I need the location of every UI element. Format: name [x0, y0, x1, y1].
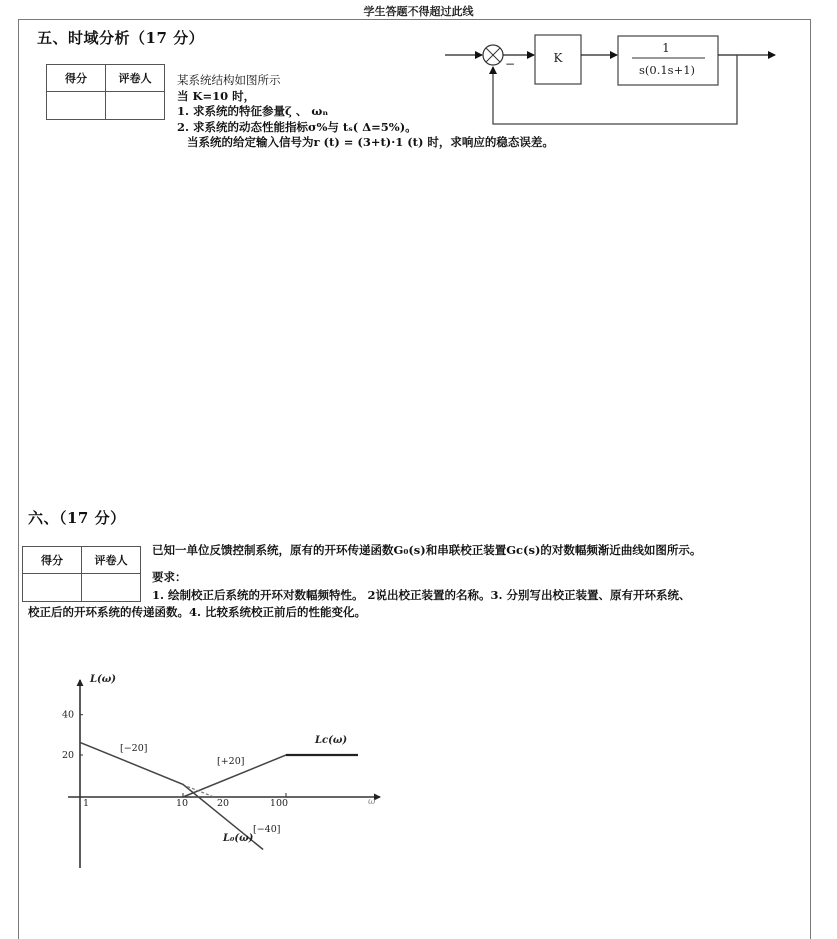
x-axis-label: ω — [368, 797, 376, 807]
answer-boundary-note: 学生答题不得超过此线 — [363, 5, 474, 18]
grader-header: 评卷人 — [106, 65, 165, 92]
section6-intro: 已知一单位反馈控制系统，原有的开环传递函数G₀(s)和串联校正装置Gc(s)的对数幅频渐近曲线如图所示。 — [152, 543, 702, 557]
slope-label-minus20: [−20] — [120, 743, 148, 754]
x-tick-label: 100 — [269, 798, 289, 809]
q5-line-3: 1. 求系统的特征参量ζ 、 ωₙ — [177, 104, 329, 118]
q5-line-2: 当 K=10 时， — [177, 88, 256, 103]
score-header: 得分 — [47, 65, 106, 92]
section5-title: 五、时域分析（17 分） — [37, 29, 205, 47]
score-header: 得分 — [23, 547, 82, 574]
section6-title: 六、（17 分） — [28, 509, 126, 527]
grader-header: 评卷人 — [82, 547, 141, 574]
l0-curve-label: L₀(ω) — [223, 833, 254, 844]
series-lc- — [183, 755, 358, 797]
slope-label-plus20: [+20] — [217, 756, 245, 767]
gain-block-label: K — [553, 51, 563, 65]
lc-curve-label: Lc(ω) — [315, 735, 348, 746]
x-tick-label: 1 — [83, 798, 90, 809]
y-tick-label: 20 — [62, 750, 75, 761]
slope-label-minus40: [−40] — [253, 824, 281, 835]
section6-requirement-line-1: 1. 绘制校正后系统的开环对数幅频特性。 2说出校正装置的名称。3. 分别写出校正装置、原有开环系统、 — [152, 588, 691, 602]
q5-line-1: 某系统结构如图所示 — [177, 73, 281, 87]
feedback-sign: − — [505, 57, 516, 71]
plant-numerator: 1 — [662, 41, 670, 55]
plant-denominator: s(0.1s+1) — [638, 63, 696, 77]
x-tick-label: 20 — [217, 798, 230, 809]
y-axis-label: L(ω) — [90, 674, 117, 685]
y-tick-label: 40 — [62, 709, 75, 721]
x-tick-label: 10 — [176, 798, 189, 809]
q5-line-4: 2. 求系统的动态性能指标σ%与 tₛ( Δ=5%)。 — [177, 119, 417, 134]
section6-requirements-label: 要求： — [152, 570, 187, 584]
q5-line-5: 当系统的给定输入信号为r (t) = (3+t)·1 (t) 时，求响应的稳态误差。 — [187, 135, 554, 149]
section6-requirement-line-2: 校正后的开环系统的传递函数。4. 比较系统校正前后的性能变化。 — [28, 605, 367, 619]
